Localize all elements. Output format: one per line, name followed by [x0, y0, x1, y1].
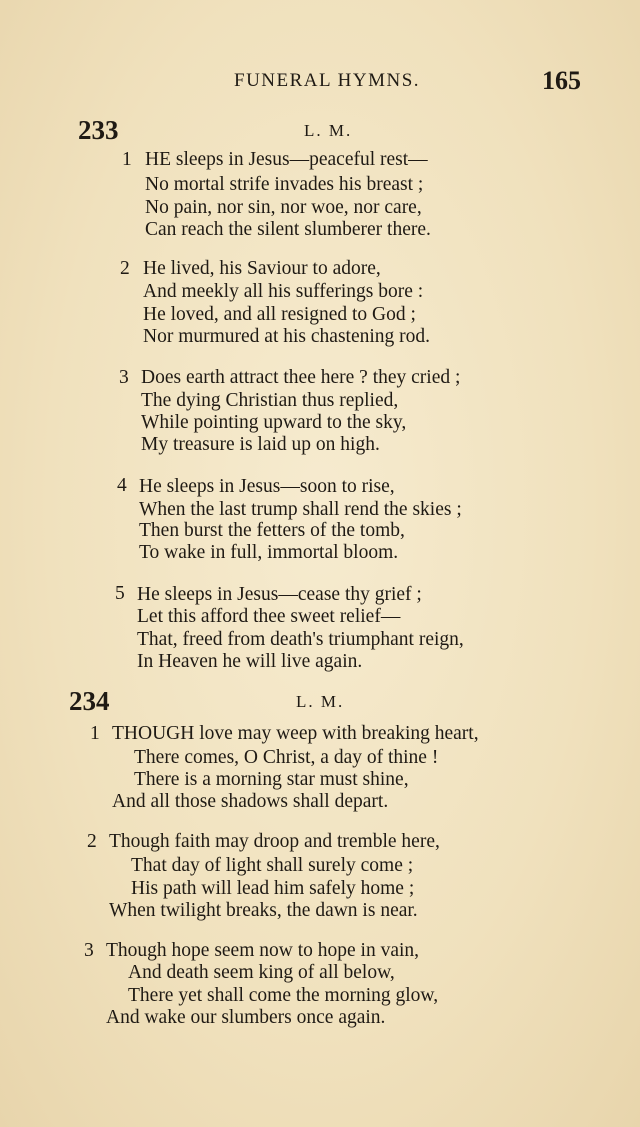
verse-line: While pointing upward to the sky, [141, 412, 407, 433]
verse-line: His path will lead him safely home ; [131, 878, 415, 899]
hymn-meter: L. M. [296, 692, 345, 711]
hymn-number: 233 [78, 115, 119, 145]
verse-number: 1 [90, 723, 100, 744]
verse-line: THOUGH love may weep with breaking heart, [112, 723, 479, 744]
verse-number: 3 [84, 940, 94, 961]
verse-line: In Heaven he will live again. [137, 651, 363, 672]
running-header: FUNERAL HYMNS. [234, 70, 421, 91]
page-number: 165 [542, 66, 581, 95]
verse-line: And death seem king of all below, [128, 962, 395, 983]
verse-number: 2 [120, 258, 130, 279]
verse-line: There is a morning star must shine, [134, 769, 409, 790]
verse-line: HE sleeps in Jesus—peaceful rest— [145, 149, 428, 170]
verse-line: When twilight breaks, the dawn is near. [109, 900, 418, 921]
verse-line: There yet shall come the morning glow, [128, 985, 439, 1006]
verse-line: And wake our slumbers once again. [106, 1007, 386, 1028]
verse-line: Then burst the fetters of the tomb, [139, 520, 405, 541]
verse-line: That day of light shall surely come ; [131, 855, 414, 876]
verse-line: The dying Christian thus replied, [141, 390, 399, 411]
verse-number: 1 [122, 149, 132, 170]
verse-line: And all those shadows shall depart. [112, 791, 389, 812]
verse-line: When the last trump shall rend the skies ; [139, 499, 462, 520]
verse-line: He loved, and all resigned to God ; [143, 304, 416, 325]
verse-number: 3 [119, 367, 129, 388]
verse-line: That, freed from death's triumphant reign, [137, 629, 464, 650]
verse-line: Let this afford thee sweet relief— [137, 606, 401, 627]
verse-line: He lived, his Saviour to adore, [143, 258, 381, 279]
verse-line: He sleeps in Jesus—cease thy grief ; [137, 584, 422, 605]
verse-line: To wake in full, immortal bloom. [139, 542, 399, 563]
hymn-number: 234 [69, 686, 110, 716]
verse-number: 2 [87, 831, 97, 852]
verse-number: 4 [117, 475, 127, 496]
verse-line: My treasure is laid up on high. [141, 434, 380, 455]
verse-line: He sleeps in Jesus—soon to rise, [139, 476, 395, 497]
hymn-meter: L. M. [304, 121, 353, 140]
verse-line: Does earth attract thee here ? they cried ; [141, 367, 461, 388]
verse-line: Can reach the silent slumberer there. [145, 219, 431, 240]
verse-line: There comes, O Christ, a day of thine ! [134, 747, 439, 768]
verse-number: 5 [115, 583, 125, 604]
verse-line: No pain, nor sin, nor woe, nor care, [145, 197, 422, 218]
verse-line: Though hope seem now to hope in vain, [106, 940, 420, 961]
verse-line: And meekly all his sufferings bore : [143, 281, 424, 302]
verse-line: Nor murmured at his chastening rod. [143, 326, 431, 347]
verse-line: Though faith may droop and tremble here, [109, 831, 440, 852]
verse-line: No mortal strife invades his breast ; [145, 174, 424, 195]
